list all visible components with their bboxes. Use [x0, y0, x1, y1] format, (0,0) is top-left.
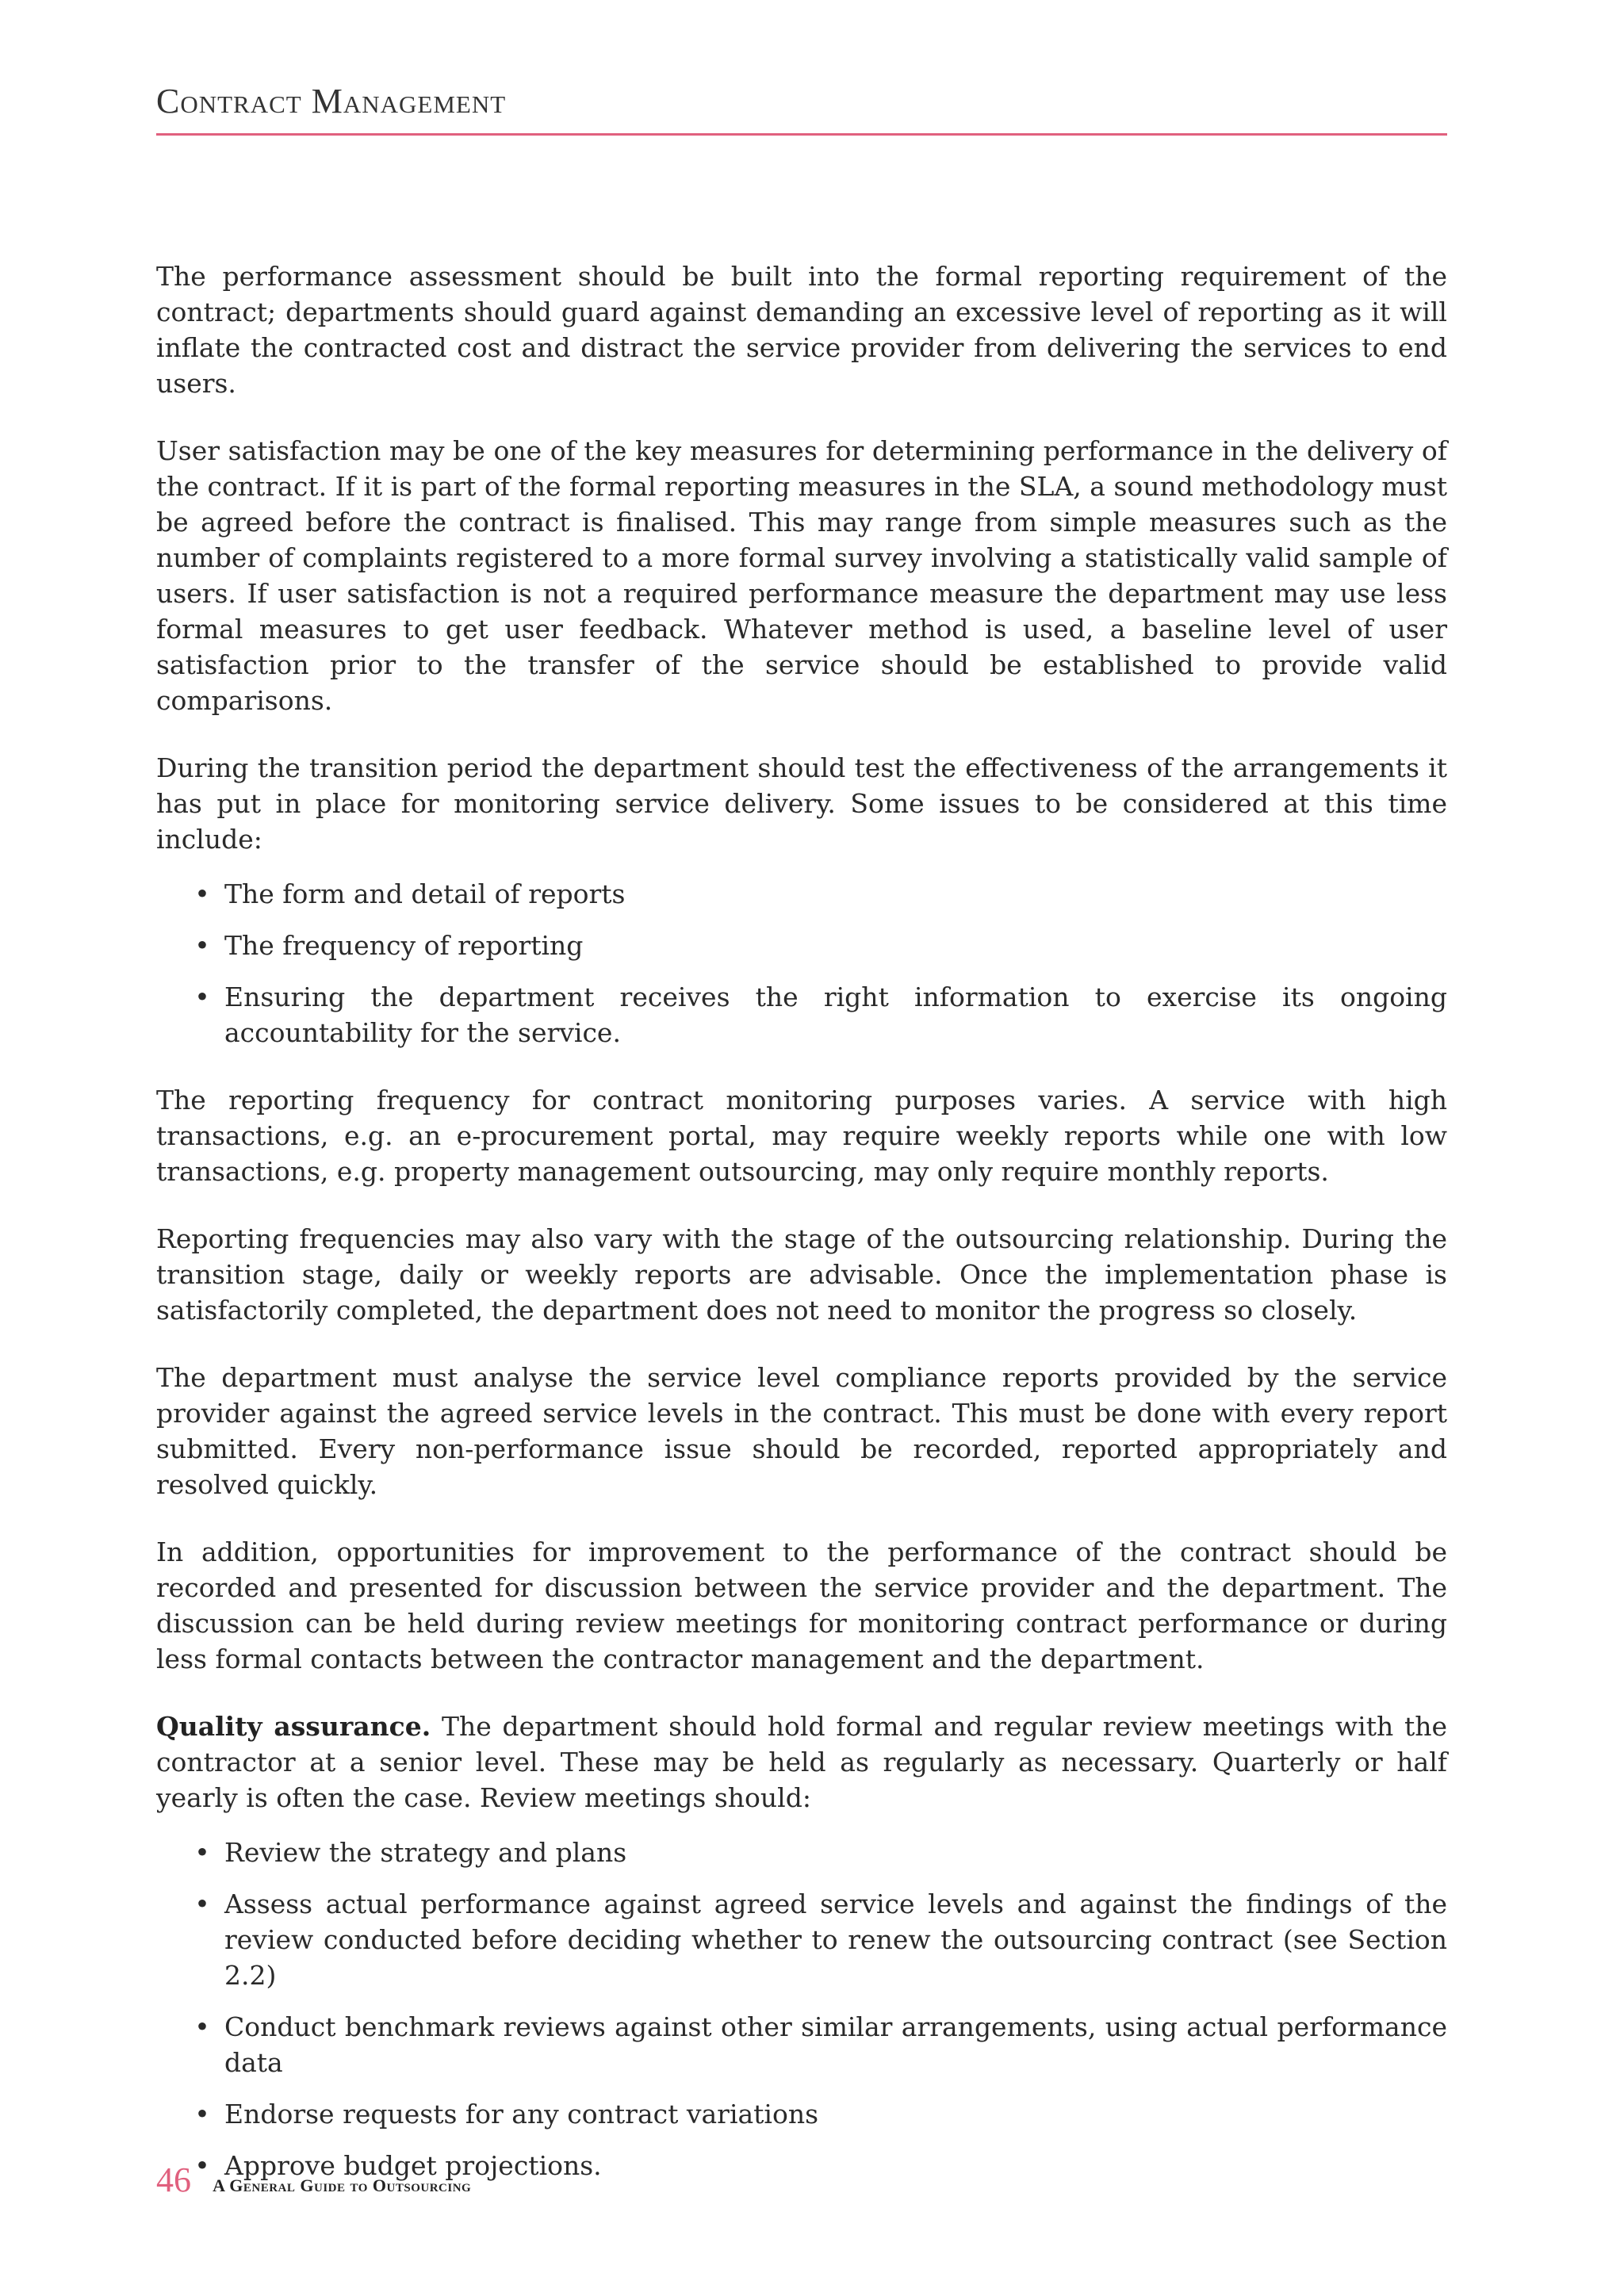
bullet-icon: • [194, 878, 210, 909]
bullet-icon: • [194, 930, 210, 961]
footer-guide-title: A General Guide to Outsourcing [213, 2175, 472, 2195]
page-number: 46 [156, 2160, 191, 2199]
list-item [193, 1886, 1447, 1993]
list-item-text: Approve budget projections. [224, 2150, 602, 2181]
paragraph-improvement-opportunities: In addition, opportunities for improvement to the performance of the contract should be recorded and presented for discussion between the service provider and the department. The discussion can be held during review meetings for monitoring contract performance or during less formal contacts between the contractor management and the department. [156, 1536, 1447, 1674]
list-item-text: Ensuring the department receives the right information to exercise its ongoing accountability for the service. [224, 982, 1447, 1048]
paragraph-user-satisfaction: User satisfaction may be one of the key measures for determining performance in the delivery of the contract. If it is part of the formal reporting measures in the SLA, a sound methodology must be agreed before the contract is finalised. This may range from simple measures such as the number of complaints registered to a more formal survey involving a statistically valid sample of users. If user satisfaction is not a required performance measure the department may use less formal measures to get user feedback. Whatever method is used, a baseline level of user satisfaction prior to the transfer of the service should be established to provide valid comparisons. [156, 435, 1447, 716]
page-body [156, 258, 1447, 2215]
list-item [193, 2096, 1447, 2132]
page-footer [156, 2160, 471, 2199]
list-item [193, 2009, 1447, 2080]
list-item [193, 1835, 1447, 1870]
quality-assurance-text: The department should hold formal and regular review meetings with the contractor at a senior level. These may be held as regularly as necessary. Quarterly or half yearly is often the case. Review meetings should: [156, 1711, 1447, 1813]
paragraph-quality-assurance [156, 1709, 1447, 1816]
list-item-text: The frequency of reporting [224, 930, 584, 961]
transition-issues-list [156, 876, 1447, 1050]
review-meetings-list [156, 1835, 1447, 2183]
running-header-title: Contract Management [156, 82, 507, 121]
list-item-text: The form and detail of reports [224, 878, 626, 909]
running-header [156, 76, 1447, 136]
paragraph-transition-period: During the transition period the department should test the effectiveness of the arrangements it has put in place for monitoring service delivery. Some issues to be considered at this time include: [156, 752, 1447, 855]
paragraph-reporting-stage: Reporting frequencies may also vary with the stage of the outsourcing relationship. During the transition stage, daily or weekly reports are advisable. Once the implementation phase is satisfactorily completed, the department does not need to monitor the progress so closely. [156, 1223, 1447, 1326]
bullet-icon: • [194, 1837, 210, 1868]
list-item [193, 928, 1447, 963]
paragraph-compliance-reports: The department must analyse the service level compliance reports provided by the service provider against the agreed service levels in the contract. This must be done with every report submitted. Every non-performance issue should be recorded, reported appropriately and resolved quickly. [156, 1362, 1447, 1500]
bullet-icon: • [194, 2011, 210, 2042]
paragraph-performance-assessment: The performance assessment should be built into the formal reporting requirement of the contract; departments should guard against demanding an excessive level of reporting as it will inflate the contracted cost and distract the service provider from delivering the services to end users. [156, 261, 1447, 399]
quality-assurance-heading: Quality assurance. [156, 1711, 431, 1742]
bullet-icon: • [194, 1888, 210, 1919]
list-item-text: Review the strategy and plans [224, 1837, 627, 1868]
bullet-icon: • [194, 982, 210, 1012]
list-item-text: Endorse requests for any contract variations [224, 2099, 819, 2130]
list-item-text: Assess actual performance against agreed service levels and against the findings of the review conducted before deciding whether to renew the outsourcing contract (see Section 2.2) [224, 1888, 1447, 1991]
list-item-text: Conduct benchmark reviews against other similar arrangements, using actual performance data [224, 2011, 1447, 2078]
list-item [193, 979, 1447, 1050]
paragraph-reporting-frequency: The reporting frequency for contract monitoring purposes varies. A service with high transactions, e.g. an e-procurement portal, may require weekly reports while one with low transactions, e.g. property management outsourcing, may only require monthly reports. [156, 1085, 1447, 1187]
bullet-icon: • [194, 2150, 210, 2181]
bullet-icon: • [194, 2099, 210, 2130]
list-item [193, 876, 1447, 912]
